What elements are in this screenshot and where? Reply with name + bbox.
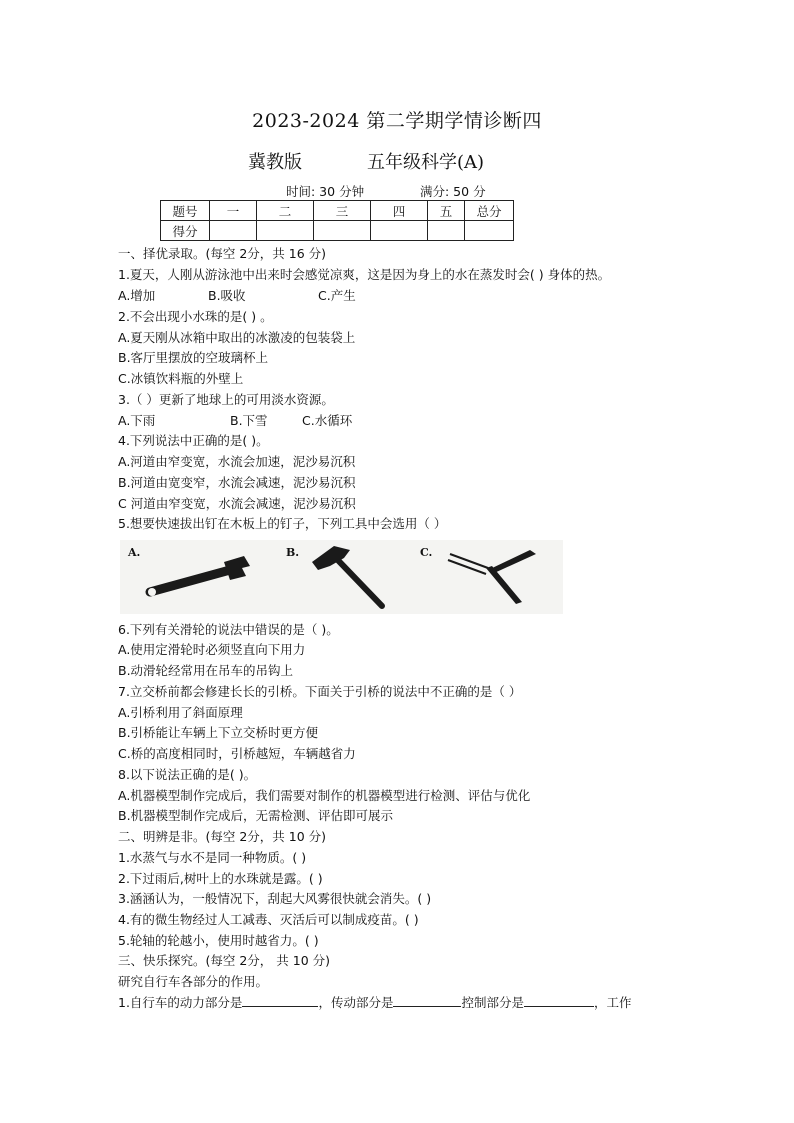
q2-option-b[interactable]: B.客厅里摆放的空玻璃杯上 (118, 350, 269, 365)
score-cell: 得分 (161, 221, 210, 241)
section3-intro: 研究自行车各部分的作用。 (118, 974, 269, 989)
tool-a-label: A. (128, 546, 141, 559)
q6-option-a[interactable]: A.使用定滑轮时必须竖直向下用力 (118, 642, 306, 657)
q1-text-part1: 1.自行车的动力部分是 (118, 995, 243, 1010)
explore-question-1 (118, 994, 631, 1012)
q1-text-part2: ，传动部分是 (318, 995, 394, 1010)
q1-option-a[interactable]: A.增加 (118, 288, 156, 303)
tool-c-label: C. (420, 546, 433, 559)
exam-title: 2023-2024 第二学期学情诊断四 (252, 110, 542, 132)
score-input-cell[interactable] (210, 221, 257, 241)
power-part-blank[interactable] (242, 994, 318, 1007)
score-cell: 五 (428, 201, 465, 221)
question-7: 7.立交桥前都会修建长长的引桥。下面关于引桥的说法中不正确的是（ ） (118, 684, 522, 699)
q2-option-c[interactable]: C.冰镇饮料瓶的外壁上 (118, 371, 244, 386)
score-input-cell[interactable] (257, 221, 314, 241)
section3-heading: 三、快乐探究。(每空 2分， 共 10 分) (118, 953, 331, 968)
control-part-blank[interactable] (524, 994, 594, 1007)
score-table-header-row (161, 201, 514, 221)
question-1: 1.夏天，人刚从游泳池中出来时会感觉凉爽，这是因为身上的水在蒸发时会( ) 身体的热。 (118, 267, 611, 282)
subject-label: 五年级科学(A) (367, 152, 485, 173)
q1-option-b[interactable]: B.吸收 (208, 288, 246, 303)
q1-text-part3: 控制部分是 (461, 995, 524, 1010)
score-input-cell[interactable] (428, 221, 465, 241)
q2-option-a[interactable]: A.夏天刚从冰箱中取出的冰激凌的包装袋上 (118, 330, 356, 345)
q1-text-part4: ，工作 (593, 995, 632, 1010)
question-3: 3.（ ）更新了地球上的可用淡水资源。 (118, 392, 334, 407)
q7-option-c[interactable]: C.桥的高度相同时，引桥越短，车辆越省力 (118, 746, 356, 761)
q3-option-b[interactable]: B.下雪 (230, 413, 268, 428)
score-table-score-row (161, 221, 514, 241)
judge-question-2: 2.下过雨后,树叶上的水珠就是露。( ) (118, 871, 323, 886)
question-5: 5.想要快速拔出钉在木板上的钉子，下列工具中会选用（ ） (118, 516, 447, 531)
score-cell: 三 (314, 201, 371, 221)
score-input-cell[interactable] (465, 221, 514, 241)
q4-option-c[interactable]: C 河道由窄变宽，水流会减速，泥沙易沉积 (118, 496, 356, 511)
score-input-cell[interactable] (371, 221, 428, 241)
score-cell: 一 (210, 201, 257, 221)
time-limit: 时间: 30 分钟 (286, 184, 365, 199)
tool-b-label: B. (286, 546, 300, 559)
q4-option-b[interactable]: B.河道由宽变窄，水流会减速，泥沙易沉积 (118, 475, 356, 490)
score-cell: 四 (371, 201, 428, 221)
edition-label: 冀教版 (248, 152, 302, 173)
tools-image (120, 540, 563, 614)
q7-option-b[interactable]: B.引桥能让车辆上下立交桥时更方便 (118, 725, 319, 740)
score-cell: 总分 (465, 201, 514, 221)
q8-option-b[interactable]: B.机器模型制作完成后，无需检测、评估即可展示 (118, 808, 394, 823)
wrench-icon (148, 556, 250, 596)
score-cell: 题号 (161, 201, 210, 221)
q8-option-a[interactable]: A.机器模型制作完成后，我们需要对制作的机器模型进行检测、评估与优化 (118, 788, 531, 803)
tools-drawing (120, 540, 563, 614)
transmission-part-blank[interactable] (393, 994, 461, 1007)
q6-option-b[interactable]: B.动滑轮经常用在吊车的吊钩上 (118, 663, 294, 678)
judge-question-3: 3.涵涵认为，一般情况下，刮起大风雾很快就会消失。( ) (118, 891, 432, 906)
judge-question-1: 1.水蒸气与水不是同一种物质。( ) (118, 850, 307, 865)
question-8: 8.以下说法正确的是( )。 (118, 767, 257, 782)
q3-option-c[interactable]: C.水循环 (302, 413, 353, 428)
q7-option-a[interactable]: A.引桥利用了斜面原理 (118, 705, 243, 720)
q4-option-a[interactable]: A.河道由窄变宽，水流会加速，泥沙易沉积 (118, 454, 356, 469)
score-input-cell[interactable] (314, 221, 371, 241)
judge-question-5: 5.轮轴的轮越小，使用时越省力。( ) (118, 933, 319, 948)
hammer-icon (312, 546, 382, 606)
section2-heading: 二、明辨是非。(每空 2分，共 10 分) (118, 829, 327, 844)
question-6: 6.下列有关滑轮的说法中错误的是（ )。 (118, 622, 339, 637)
q1-option-c[interactable]: C.产生 (318, 288, 356, 303)
full-score: 满分: 50 分 (420, 184, 486, 199)
section1-heading: 一、择优录取。(每空 2分，共 16 分) (118, 246, 327, 261)
q3-option-a[interactable]: A.下雨 (118, 413, 156, 428)
question-2: 2.不会出现小水珠的是( ) 。 (118, 309, 273, 324)
score-cell: 二 (257, 201, 314, 221)
score-table (160, 200, 514, 241)
judge-question-4: 4.有的微生物经过人工减毒、灭活后可以制成疫苗。( ) (118, 912, 419, 927)
shears-icon (448, 550, 536, 604)
question-4: 4.下列说法中正确的是( )。 (118, 433, 269, 448)
